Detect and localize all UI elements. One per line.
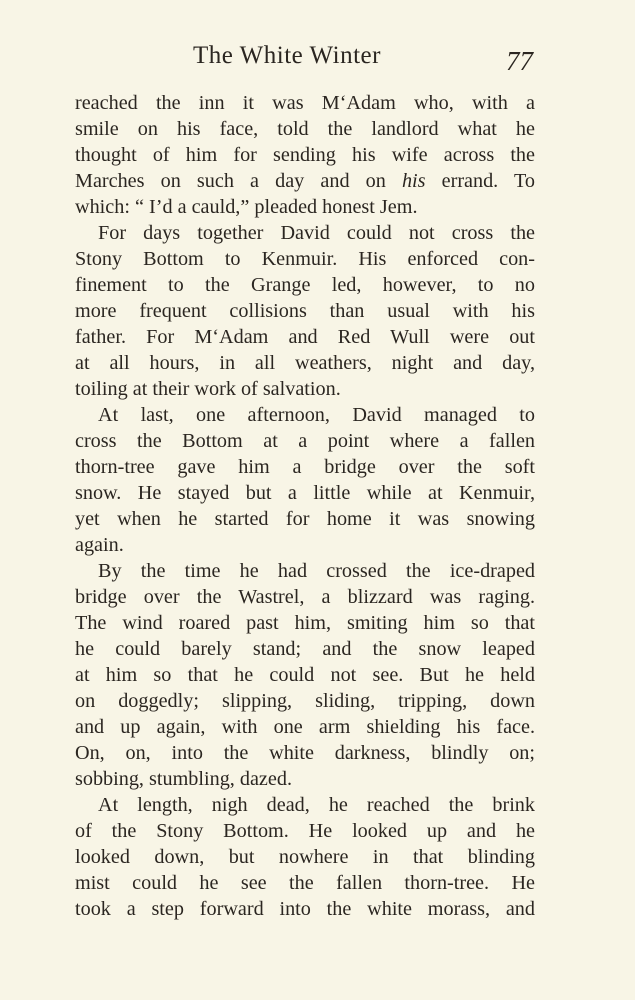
text-line: mist could he see the fallen thorn-tree. He [75, 872, 535, 894]
text-line: finement to the Grange led, however, to no [75, 274, 535, 296]
text-line: thought of him for sending his wife across the [75, 144, 535, 166]
text-line: took a step forward into the white morass, and [75, 898, 535, 920]
text-line: For days together David could not cross the [98, 222, 535, 244]
text-segment: Marches on such a day and on [75, 170, 402, 192]
text-line: The wind roared past him, smiting him so that [75, 612, 535, 634]
text-line: smile on his face, told the landlord what he [75, 118, 535, 140]
text-line: again. [75, 534, 124, 556]
text-line: At length, nigh dead, he reached the brink [98, 794, 535, 816]
text-line: of the Stony Bottom. He looked up and he [75, 820, 535, 842]
text-line: On, on, into the white darkness, blindly on; [75, 742, 535, 764]
text-line: reached the inn it was M‘Adam who, with a [75, 92, 535, 114]
text-line: father. For M‘Adam and Red Wull were out [75, 326, 535, 348]
body-text [75, 90, 535, 922]
text-line: at all hours, in all weathers, night and day, [75, 352, 535, 374]
text-line: which: “ I’d a cauld,” pleaded honest Jem. [75, 196, 418, 218]
text-line: yet when he started for home it was snowing [75, 508, 535, 530]
text-line: bridge over the Wastrel, a blizzard was raging. [75, 586, 535, 608]
text-line: more frequent collisions than usual with his [75, 300, 535, 322]
text-line: snow. He stayed but a little while at Kenmuir, [75, 482, 535, 504]
running-header [75, 40, 535, 80]
text-line: on doggedly; slipping, sliding, tripping, down [75, 690, 535, 712]
text-line: and up again, with one arm shielding his face. [75, 716, 535, 738]
text-line: At last, one afternoon, David managed to [98, 404, 535, 426]
text-line: sobbing, stumbling, dazed. [75, 768, 292, 790]
text-line [75, 168, 535, 194]
text-line: cross the Bottom at a point where a fallen [75, 430, 535, 452]
text-line: looked down, but nowhere in that blinding [75, 846, 535, 868]
text-line: thorn-tree gave him a bridge over the soft [75, 456, 535, 478]
text-line: Stony Bottom to Kenmuir. His enforced con- [75, 248, 535, 270]
text-line: toiling at their work of salvation. [75, 378, 341, 400]
text-segment: errand. To [425, 170, 535, 192]
running-title: The White Winter [193, 42, 381, 69]
italic-word: his [401, 170, 426, 192]
text-line: he could barely stand; and the snow leaped [75, 638, 535, 660]
text-line: By the time he had crossed the ice-draped [98, 560, 535, 582]
page-number: 77 [506, 46, 533, 76]
text-line: at him so that he could not see. But he held [75, 664, 535, 686]
